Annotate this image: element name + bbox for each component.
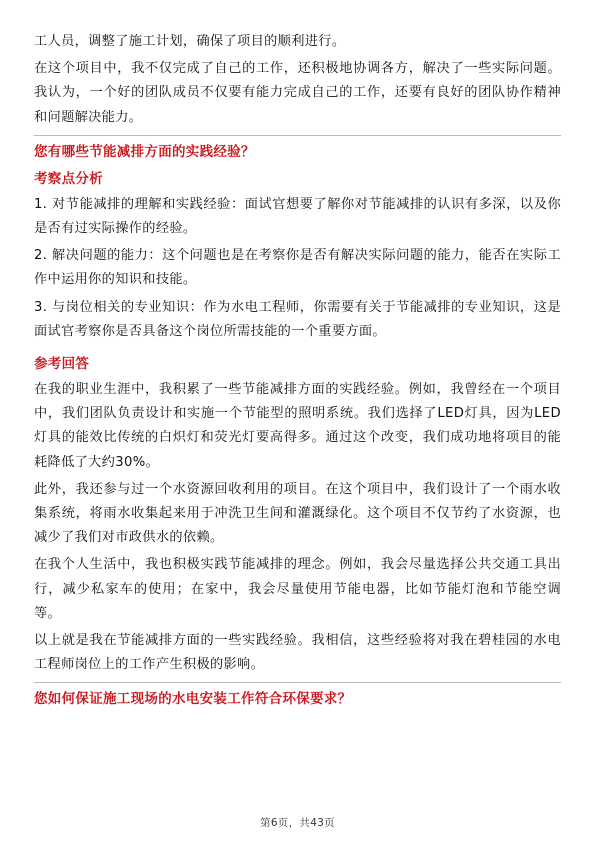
answer-paragraph: 此外，我还参与过一个水资源回收利用的项目。在这个项目中，我们设计了一个雨水收集系统，将雨水收集起来用于冲洗卫生间和灌溉绿化。这个项目不仅节约了水资源，也减少了我们对市政供水的依赖。 xyxy=(34,481,561,546)
intro-paragraph: 在这个项目中，我不仅完成了自己的工作，还积极地协调各方，解决了一些实际问题。我认为，一个好的团队成员不仅要有能力完成自己的工作，还要有良好的团队协作精神和问题解决能力。 xyxy=(34,61,561,125)
answer-paragraph: 在我个人生活中，我也积极实践节能减排的理念。例如，我会尽量选择公共交通工具出行，减少私家车的使用；在家中，我会尽量使用节能电器，比如节能灯泡和节能空调等。 xyxy=(34,557,561,621)
section-divider xyxy=(34,682,561,683)
intro-paragraph: 工人员，调整了施工计划，确保了项目的顺利进行。 xyxy=(34,34,346,49)
analysis-item: 1. 对节能减排的理解和实践经验：面试官想要了解你对节能减排的认识有多深，以及你是否有过实际操作的经验。 xyxy=(34,196,561,237)
page-number: 第6页，共43页 xyxy=(260,817,335,829)
question-title: 您如何保证施工现场的水电安装工作符合环保要求？ xyxy=(34,691,352,708)
answer-heading: 参考回答 xyxy=(34,356,90,373)
document-page xyxy=(34,30,561,711)
analysis-heading: 考察点分析 xyxy=(34,170,103,187)
answer-paragraph: 以上就是我在节能减排方面的一些实践经验。我相信，这些经验将对我在碧桂园的水电工程师岗位上的工作产生积极的影响。 xyxy=(34,633,561,673)
question-title: 您有哪些节能减排方面的实践经验？ xyxy=(34,143,255,160)
answer-paragraph: 在我的职业生涯中，我积累了一些节能减排方面的实践经验。例如，我曾经在一个项目中，我们团队负责设计和实施一个节能型的照明系统。我们选择了LED灯具，因为LED灯具的能效比传统的白炽灯和荧光灯要高得多。通过这个改变，我们成功地将项目的能耗降低了大约30%。 xyxy=(34,382,561,470)
section-divider xyxy=(34,135,561,136)
analysis-item: 2. 解决问题的能力：这个问题也是在考察你是否有解决实际问题的能力，能否在实际工作中运用你的知识和技能。 xyxy=(34,248,561,288)
analysis-item: 3. 与岗位相关的专业知识：作为水电工程师，你需要有关于节能减排的专业知识，这是面试官考察你是否具备这个岗位所需技能的一个重要方面。 xyxy=(34,299,561,339)
